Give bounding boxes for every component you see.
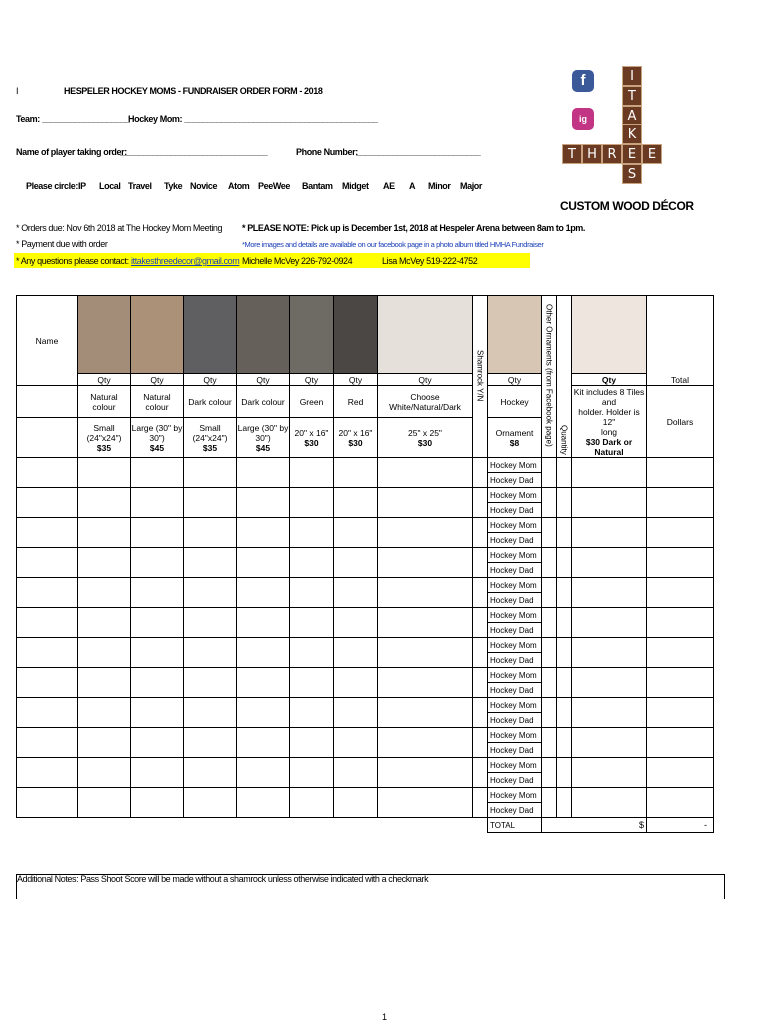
product-photo bbox=[334, 296, 378, 374]
qty-cell[interactable] bbox=[572, 548, 647, 578]
qty-cell[interactable] bbox=[131, 698, 184, 728]
qty-header: Qty bbox=[488, 374, 542, 386]
order-row bbox=[17, 788, 714, 803]
qty-cell[interactable] bbox=[378, 788, 473, 818]
hockey-dad-label: Hockey Dad bbox=[488, 473, 542, 488]
qty-cell[interactable] bbox=[334, 758, 378, 788]
colour-label: Natural colour bbox=[78, 386, 131, 418]
colour-label: Dark colour bbox=[237, 386, 290, 418]
qty-cell[interactable] bbox=[647, 458, 714, 488]
qty-cell[interactable] bbox=[572, 518, 647, 548]
qty-header: Qty bbox=[334, 374, 378, 386]
qty-cell[interactable] bbox=[378, 488, 473, 518]
form-marker: I bbox=[16, 86, 19, 96]
orders-due-note: * Orders due: Nov 6th 2018 at The Hockey Mom Meeting bbox=[16, 223, 223, 233]
qty-cell[interactable] bbox=[557, 518, 572, 548]
qty-cell[interactable] bbox=[78, 518, 131, 548]
qty-cell[interactable] bbox=[647, 668, 714, 698]
questions-note: * Any questions please contact: bbox=[16, 256, 129, 266]
qty-cell[interactable] bbox=[131, 668, 184, 698]
qty-cell[interactable] bbox=[542, 488, 557, 518]
qty-cell[interactable] bbox=[237, 458, 290, 488]
form-title: HESPELER HOCKEY MOMS - FUNDRAISER ORDER FORM - 2018 bbox=[64, 86, 323, 96]
qty-cell[interactable] bbox=[542, 668, 557, 698]
name-cell[interactable] bbox=[17, 758, 78, 788]
name-cell[interactable] bbox=[17, 638, 78, 668]
team-field[interactable]: Team: ___________________ bbox=[16, 114, 130, 124]
product-photo bbox=[290, 296, 334, 374]
qty-cell[interactable] bbox=[290, 548, 334, 578]
qty-cell[interactable] bbox=[473, 518, 488, 548]
qty-cell[interactable] bbox=[131, 458, 184, 488]
qty-cell[interactable] bbox=[557, 758, 572, 788]
qty-cell[interactable] bbox=[647, 638, 714, 668]
qty-cell[interactable] bbox=[334, 608, 378, 638]
qty-cell[interactable] bbox=[378, 728, 473, 758]
qty-cell[interactable] bbox=[542, 608, 557, 638]
product-photo bbox=[572, 296, 647, 374]
qty-cell[interactable] bbox=[542, 578, 557, 608]
qty-cell[interactable] bbox=[572, 728, 647, 758]
hockey-mom-label: Hockey Mom bbox=[488, 458, 542, 473]
logo-tile: H bbox=[582, 144, 602, 164]
hockey-mom-label: Hockey Mom bbox=[488, 518, 542, 533]
hockey-dad-label: Hockey Dad bbox=[488, 683, 542, 698]
qty-cell[interactable] bbox=[131, 788, 184, 818]
qty-cell[interactable] bbox=[237, 578, 290, 608]
qty-cell[interactable] bbox=[542, 728, 557, 758]
qty-cell[interactable] bbox=[542, 698, 557, 728]
circle-label: Please circle: bbox=[26, 181, 78, 191]
division-atom[interactable]: Atom bbox=[228, 181, 250, 191]
qty-cell[interactable] bbox=[237, 788, 290, 818]
qty-cell[interactable] bbox=[78, 608, 131, 638]
division-tyke[interactable]: Tyke bbox=[164, 181, 183, 191]
qty-cell[interactable] bbox=[334, 458, 378, 488]
header-photo-row bbox=[17, 296, 714, 374]
qty-cell[interactable] bbox=[378, 458, 473, 488]
product-photo bbox=[184, 296, 237, 374]
qty-cell[interactable] bbox=[557, 488, 572, 518]
total-currency: $ bbox=[542, 818, 647, 833]
name-cell[interactable] bbox=[17, 518, 78, 548]
qty-cell[interactable] bbox=[184, 458, 237, 488]
qty-cell[interactable] bbox=[557, 638, 572, 668]
qty-cell[interactable] bbox=[334, 488, 378, 518]
division-minor[interactable]: Minor bbox=[428, 181, 451, 191]
qty-cell[interactable] bbox=[290, 728, 334, 758]
hockey-dad-label: Hockey Dad bbox=[488, 593, 542, 608]
name-cell[interactable] bbox=[17, 488, 78, 518]
hockey-mom-label: Hockey Mom bbox=[488, 638, 542, 653]
name-header: Name bbox=[17, 296, 78, 386]
qty-cell[interactable] bbox=[557, 458, 572, 488]
hockey-dad-label: Hockey Dad bbox=[488, 503, 542, 518]
quantity-header: Quantity bbox=[557, 296, 572, 458]
division-novice[interactable]: Novice bbox=[190, 181, 218, 191]
qty-cell[interactable] bbox=[473, 728, 488, 758]
qty-cell[interactable] bbox=[237, 488, 290, 518]
qty-cell[interactable] bbox=[131, 608, 184, 638]
qty-cell[interactable] bbox=[473, 488, 488, 518]
phone-field[interactable]: ___________________________ bbox=[356, 147, 481, 157]
qty-cell[interactable] bbox=[78, 578, 131, 608]
qty-cell[interactable] bbox=[473, 608, 488, 638]
product-photo bbox=[78, 296, 131, 374]
qty-cell[interactable] bbox=[290, 758, 334, 788]
qty-cell[interactable] bbox=[572, 488, 647, 518]
qty-cell[interactable] bbox=[542, 458, 557, 488]
size-price: Large (30" by 30") $45 bbox=[237, 418, 290, 458]
qty-cell[interactable] bbox=[290, 638, 334, 668]
qty-cell[interactable] bbox=[131, 728, 184, 758]
dollars-header: Dollars bbox=[647, 386, 714, 458]
colour-label: Natural colour bbox=[131, 386, 184, 418]
order-table bbox=[16, 295, 714, 833]
contact-michelle: Michelle McVey 226-792-0924 bbox=[242, 256, 353, 266]
qty-cell[interactable] bbox=[131, 578, 184, 608]
division-major[interactable]: Major bbox=[460, 181, 483, 191]
qty-cell[interactable] bbox=[184, 518, 237, 548]
qty-cell[interactable] bbox=[542, 548, 557, 578]
product-photo bbox=[237, 296, 290, 374]
total-label: TOTAL bbox=[488, 818, 542, 833]
qty-cell[interactable] bbox=[290, 788, 334, 818]
logo-tile: K bbox=[622, 124, 642, 144]
colour-label: Hockey bbox=[488, 386, 542, 418]
additional-notes-label: Additional Notes: Pass Shoot Score will be made without a shamrock unless otherwise indicated with a checkmark bbox=[17, 874, 429, 884]
qty-cell[interactable] bbox=[557, 578, 572, 608]
size-price: Ornament $8 bbox=[488, 418, 542, 458]
hockey-mom-label: Hockey Mom bbox=[488, 698, 542, 713]
qty-cell[interactable] bbox=[542, 638, 557, 668]
colour-label: Choose White/Natural/Dark bbox=[378, 386, 473, 418]
qty-cell[interactable] bbox=[378, 578, 473, 608]
division-local[interactable]: Local bbox=[99, 181, 121, 191]
colour-label: Red bbox=[334, 386, 378, 418]
qty-cell[interactable] bbox=[237, 548, 290, 578]
qty-cell[interactable] bbox=[184, 788, 237, 818]
qty-cell[interactable] bbox=[557, 548, 572, 578]
phone-label: Phone Number: bbox=[296, 147, 358, 157]
facebook-icon: f bbox=[572, 70, 594, 92]
qty-cell[interactable] bbox=[78, 728, 131, 758]
qty-cell[interactable] bbox=[78, 488, 131, 518]
qty-cell[interactable] bbox=[473, 638, 488, 668]
qty-cell[interactable] bbox=[131, 758, 184, 788]
logo-tile: T bbox=[622, 86, 642, 106]
name-cell[interactable] bbox=[17, 458, 78, 488]
qty-cell[interactable] bbox=[237, 638, 290, 668]
qty-cell[interactable] bbox=[290, 488, 334, 518]
hockey-mom-field[interactable]: Hockey Mom: __________________________________________ bbox=[128, 114, 378, 124]
colour-row bbox=[17, 386, 714, 418]
colour-label: Green bbox=[290, 386, 334, 418]
qty-cell[interactable] bbox=[572, 668, 647, 698]
qty-header: Qty bbox=[290, 374, 334, 386]
qty-cell[interactable] bbox=[473, 698, 488, 728]
qty-cell[interactable] bbox=[572, 578, 647, 608]
hockey-dad-label: Hockey Dad bbox=[488, 803, 542, 818]
qty-cell[interactable] bbox=[378, 548, 473, 578]
order-row bbox=[17, 638, 714, 653]
qty-cell[interactable] bbox=[237, 518, 290, 548]
division-a[interactable]: A bbox=[409, 181, 416, 191]
logo-tile: T bbox=[562, 144, 582, 164]
qty-cell[interactable] bbox=[78, 668, 131, 698]
product-photo bbox=[488, 296, 542, 374]
hockey-dad-label: Hockey Dad bbox=[488, 713, 542, 728]
qty-cell[interactable] bbox=[334, 638, 378, 668]
qty-cell[interactable] bbox=[290, 668, 334, 698]
division-ip[interactable]: IP bbox=[78, 181, 86, 191]
qty-cell[interactable] bbox=[334, 548, 378, 578]
qty-cell[interactable] bbox=[473, 758, 488, 788]
qty-cell[interactable] bbox=[647, 698, 714, 728]
qty-cell[interactable] bbox=[334, 698, 378, 728]
order-row bbox=[17, 758, 714, 773]
qty-cell[interactable] bbox=[647, 608, 714, 638]
order-row bbox=[17, 518, 714, 533]
qty-cell[interactable] bbox=[378, 758, 473, 788]
division-options bbox=[0, 181, 500, 193]
qty-cell[interactable] bbox=[473, 458, 488, 488]
hockey-mom-label: Hockey Mom bbox=[488, 758, 542, 773]
order-row bbox=[17, 488, 714, 503]
qty-cell[interactable] bbox=[572, 608, 647, 638]
order-row bbox=[17, 698, 714, 713]
name-cell[interactable] bbox=[17, 698, 78, 728]
qty-cell[interactable] bbox=[290, 608, 334, 638]
qty-cell[interactable] bbox=[572, 638, 647, 668]
qty-cell[interactable] bbox=[78, 698, 131, 728]
qty-cell[interactable] bbox=[131, 638, 184, 668]
order-row bbox=[17, 668, 714, 683]
qty-cell[interactable] bbox=[184, 668, 237, 698]
order-row bbox=[17, 548, 714, 563]
qty-cell[interactable] bbox=[290, 698, 334, 728]
qty-cell[interactable] bbox=[237, 698, 290, 728]
qty-cell[interactable] bbox=[647, 728, 714, 758]
hockey-dad-label: Hockey Dad bbox=[488, 653, 542, 668]
qty-cell[interactable] bbox=[184, 758, 237, 788]
logo-tile: E bbox=[642, 144, 662, 164]
division-peewee[interactable]: PeeWee bbox=[258, 181, 290, 191]
qty-cell[interactable] bbox=[378, 638, 473, 668]
qty-cell[interactable] bbox=[131, 518, 184, 548]
qty-cell[interactable] bbox=[557, 698, 572, 728]
qty-header: Qty bbox=[78, 374, 131, 386]
qty-cell[interactable] bbox=[78, 638, 131, 668]
qty-cell[interactable] bbox=[334, 668, 378, 698]
qty-cell[interactable] bbox=[184, 548, 237, 578]
qty-cell[interactable] bbox=[334, 788, 378, 818]
qty-cell[interactable] bbox=[237, 608, 290, 638]
qty-cell[interactable] bbox=[542, 788, 557, 818]
hockey-dad-label: Hockey Dad bbox=[488, 623, 542, 638]
qty-cell[interactable] bbox=[378, 668, 473, 698]
qty-cell[interactable] bbox=[334, 518, 378, 548]
payment-note: * Payment due with order bbox=[16, 239, 108, 249]
size-price: Small (24"x24") $35 bbox=[184, 418, 237, 458]
logo-tile: R bbox=[602, 144, 622, 164]
name-cell[interactable] bbox=[17, 548, 78, 578]
qty-cell[interactable] bbox=[184, 728, 237, 758]
player-name-field[interactable]: ________________________________ bbox=[120, 147, 268, 157]
qty-cell[interactable] bbox=[378, 698, 473, 728]
name-cell[interactable] bbox=[17, 668, 78, 698]
qty-cell[interactable] bbox=[184, 638, 237, 668]
hockey-mom-label: Hockey Mom bbox=[488, 668, 542, 683]
name-cell[interactable] bbox=[17, 728, 78, 758]
hockey-mom-label: Hockey Mom bbox=[488, 608, 542, 623]
qty-cell[interactable] bbox=[334, 728, 378, 758]
qty-cell[interactable] bbox=[290, 518, 334, 548]
order-rows bbox=[17, 458, 714, 818]
qty-cell[interactable] bbox=[131, 548, 184, 578]
hockey-dad-label: Hockey Dad bbox=[488, 563, 542, 578]
more-images-note: *More images and details are available on our facebook page in a photo album titled HMHA Fundraiser bbox=[242, 240, 544, 249]
qty-header: Qty bbox=[131, 374, 184, 386]
qty-cell[interactable] bbox=[647, 518, 714, 548]
order-row bbox=[17, 578, 714, 593]
brand-name: CUSTOM WOOD DÉCOR bbox=[560, 199, 694, 213]
logo-tile: S bbox=[622, 164, 642, 184]
qty-cell[interactable] bbox=[473, 578, 488, 608]
qty-cell[interactable] bbox=[290, 578, 334, 608]
qty-cell[interactable] bbox=[557, 788, 572, 818]
qty-cell[interactable] bbox=[184, 578, 237, 608]
qty-cell[interactable] bbox=[572, 788, 647, 818]
qty-cell[interactable] bbox=[557, 728, 572, 758]
qty-cell[interactable] bbox=[473, 548, 488, 578]
qty-cell[interactable] bbox=[572, 458, 647, 488]
order-row bbox=[17, 728, 714, 743]
order-row bbox=[17, 608, 714, 623]
qty-cell[interactable] bbox=[237, 668, 290, 698]
qty-cell[interactable] bbox=[184, 698, 237, 728]
order-row bbox=[17, 458, 714, 473]
page-number: 1 bbox=[382, 1012, 388, 1022]
qty-cell[interactable] bbox=[184, 488, 237, 518]
qty-cell[interactable] bbox=[184, 608, 237, 638]
qty-cell[interactable] bbox=[78, 788, 131, 818]
shamrock-header: Shamrock Y/N bbox=[473, 296, 488, 458]
hockey-mom-label: Hockey Mom bbox=[488, 788, 542, 803]
qty-cell[interactable] bbox=[542, 518, 557, 548]
qty-header: Qty bbox=[378, 374, 473, 386]
name-cell[interactable] bbox=[17, 578, 78, 608]
division-travel[interactable]: Travel bbox=[128, 181, 152, 191]
qty-cell[interactable] bbox=[557, 668, 572, 698]
pickup-note: * PLEASE NOTE: Pick up is December 1st, 2018 at Hespeler Arena between 8am to 1pm. bbox=[242, 223, 586, 233]
qty-cell[interactable] bbox=[473, 668, 488, 698]
size-price: Large (30" by 30") $45 bbox=[131, 418, 184, 458]
qty-header: Qty bbox=[572, 374, 647, 386]
qty-cell[interactable] bbox=[647, 488, 714, 518]
qty-cell[interactable] bbox=[378, 608, 473, 638]
logo-tile: I bbox=[622, 66, 642, 86]
logo-tile: E bbox=[622, 144, 642, 164]
it-takes-three-logo bbox=[560, 64, 670, 194]
qty-cell[interactable] bbox=[647, 788, 714, 818]
qty-cell[interactable] bbox=[572, 758, 647, 788]
hockey-mom-label: Hockey Mom bbox=[488, 578, 542, 593]
hockey-mom-label: Hockey Mom bbox=[488, 728, 542, 743]
hockey-dad-label: Hockey Dad bbox=[488, 743, 542, 758]
qty-header: Qty bbox=[237, 374, 290, 386]
qty-cell[interactable] bbox=[78, 758, 131, 788]
total-header: Total bbox=[647, 374, 714, 386]
instagram-icon: ig bbox=[572, 108, 594, 130]
size-price: 20" x 16" $30 bbox=[290, 418, 334, 458]
hockey-dad-label: Hockey Dad bbox=[488, 773, 542, 788]
qty-cell[interactable] bbox=[647, 578, 714, 608]
logo-tile: A bbox=[622, 106, 642, 126]
product-photo bbox=[131, 296, 184, 374]
qty-cell[interactable] bbox=[647, 548, 714, 578]
colour-label: Dark colour bbox=[184, 386, 237, 418]
qty-cell[interactable] bbox=[473, 788, 488, 818]
size-price: 20" x 16" $30 bbox=[334, 418, 378, 458]
product-photo bbox=[378, 296, 473, 374]
qty-row bbox=[17, 374, 714, 386]
hockey-dad-label: Hockey Dad bbox=[488, 533, 542, 548]
qty-cell[interactable] bbox=[290, 458, 334, 488]
qty-cell[interactable] bbox=[647, 758, 714, 788]
size-price: Small (24"x24") $35 bbox=[78, 418, 131, 458]
contact-lisa: Lisa McVey 519-222-4752 bbox=[382, 256, 478, 266]
qty-header: Qty bbox=[184, 374, 237, 386]
qty-cell[interactable] bbox=[78, 458, 131, 488]
player-name-label: Name of player taking order: bbox=[16, 147, 127, 157]
division-ae[interactable]: AE bbox=[383, 181, 395, 191]
size-price: 25" x 25" $30 bbox=[378, 418, 473, 458]
qty-cell[interactable] bbox=[334, 578, 378, 608]
qty-cell[interactable] bbox=[237, 728, 290, 758]
division-midget[interactable]: Midget bbox=[342, 181, 369, 191]
qty-cell[interactable] bbox=[378, 518, 473, 548]
hockey-mom-label: Hockey Mom bbox=[488, 548, 542, 563]
kit-description: Kit includes 8 Tiles and holder. Holder is 12" long $30 Dark or Natural bbox=[572, 386, 647, 458]
qty-cell[interactable] bbox=[572, 698, 647, 728]
hockey-mom-label: Hockey Mom bbox=[488, 488, 542, 503]
other-ornaments-header: Other Ornaments (from Facebook page) bbox=[542, 296, 557, 458]
division-bantam[interactable]: Bantam bbox=[302, 181, 333, 191]
qty-cell[interactable] bbox=[131, 488, 184, 518]
qty-cell[interactable] bbox=[557, 608, 572, 638]
total-row bbox=[17, 818, 714, 833]
qty-cell[interactable] bbox=[542, 758, 557, 788]
contact-email-link[interactable]: ittakesthreedecor@gmail.com bbox=[131, 256, 240, 266]
qty-cell[interactable] bbox=[237, 758, 290, 788]
qty-cell[interactable] bbox=[78, 548, 131, 578]
total-value: - bbox=[647, 818, 714, 833]
name-cell[interactable] bbox=[17, 608, 78, 638]
name-cell[interactable] bbox=[17, 788, 78, 818]
